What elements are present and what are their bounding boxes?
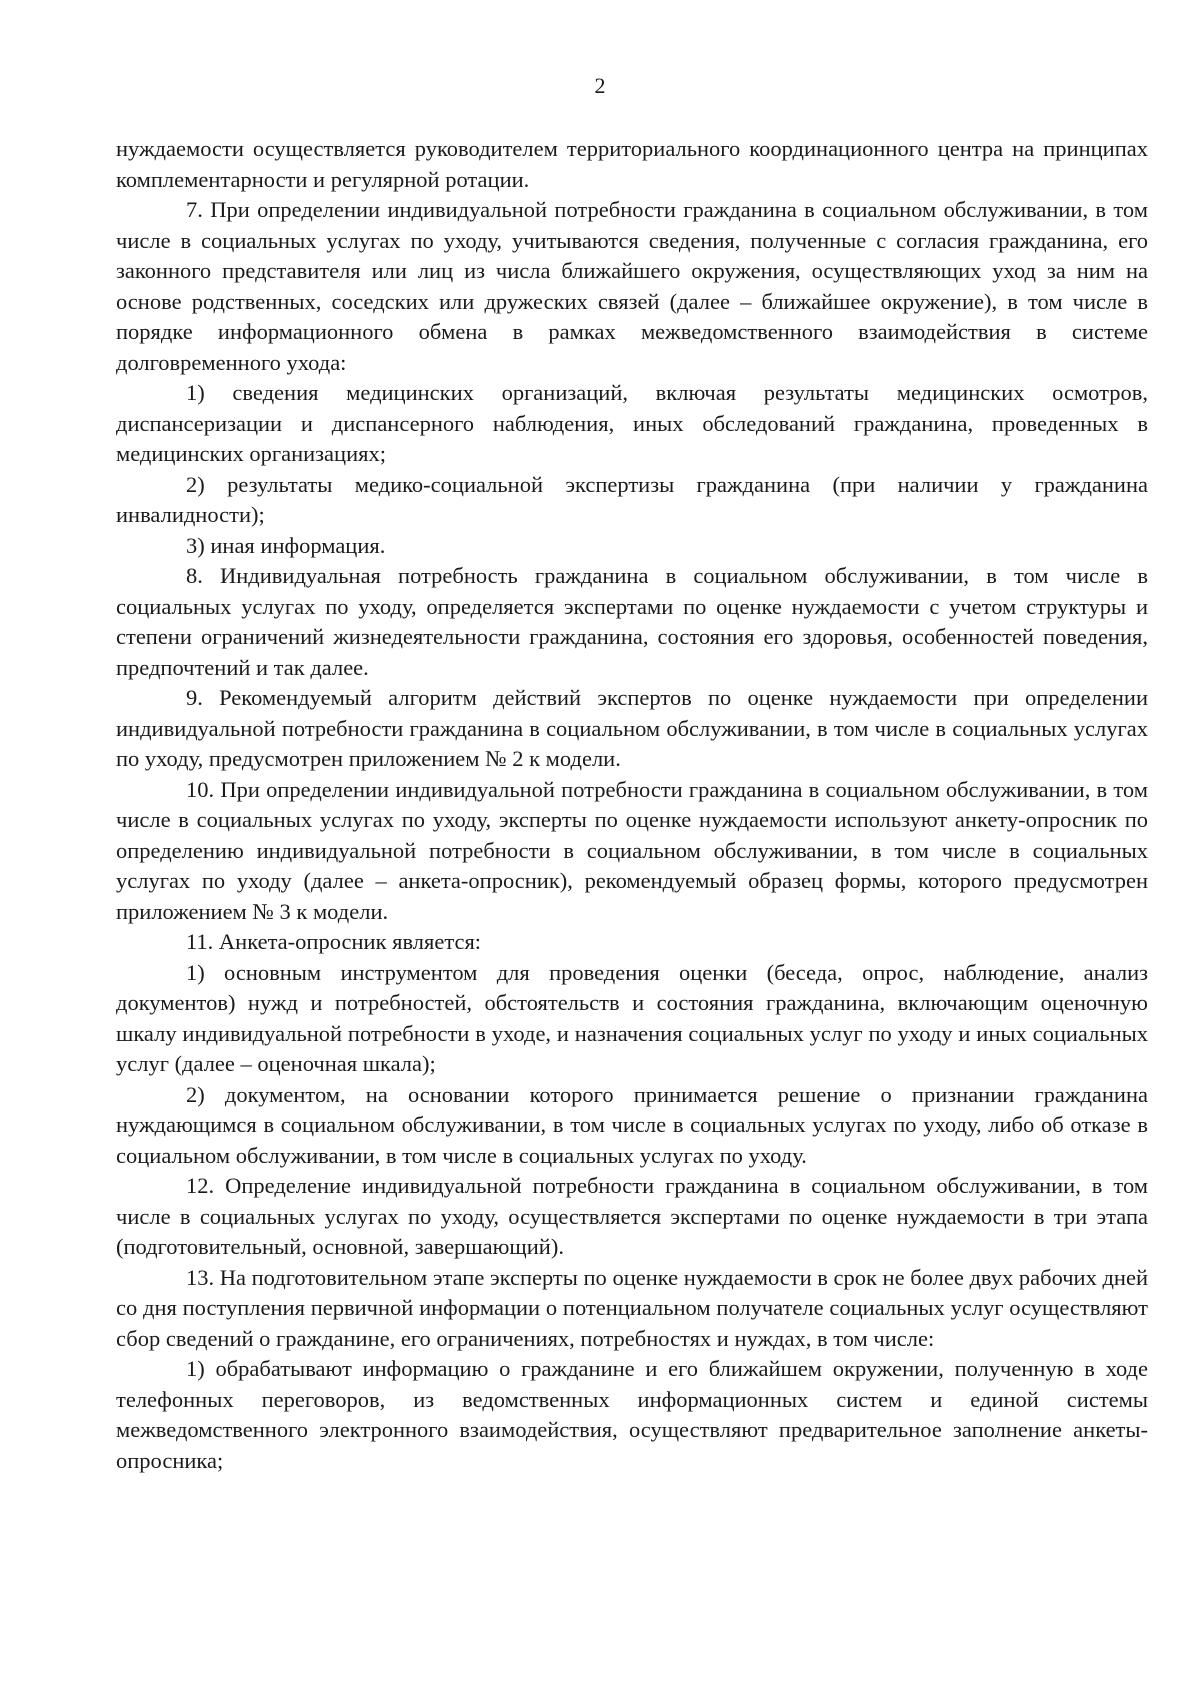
paragraph: 13. На подготовительном этапе эксперты по оценке нуждаемости в срок не более двух рабочих дней со дня поступления первичной информации о потенциальном получателе социальных услуг осуществляют сбор сведений о гражданине, его ограничениях, потребностях и нуждах, в том числе: — [116, 1264, 1148, 1351]
paragraph: 10. При определении индивидуальной потребности гражданина в социальном обслуживании, в том числе в социальных услугах по уходу, эксперты по оценке нуждаемости используют анкету-опросник по определению индивидуальной потребности в социальном обслуживании, в том числе в социальных услугах по уходу (далее – анкета-опросник), рекомендуемый образец формы, которого предусмотрен приложением № 3 к модели. — [116, 776, 1148, 924]
paragraph: 1) сведения медицинских организаций, включая результаты медицинских осмотров, диспансеризации и диспансерного наблюдения, иных обследований гражданина, проведенных в медицинских организациях; — [116, 380, 1148, 466]
document-body — [116, 134, 1148, 1476]
paragraph: 8. Индивидуальная потребность гражданина в социальном обслуживании, в том числе в социальных услугах по уходу, определяется экспертами по оценке нуждаемости с учетом структуры и степени ограничений жизнедеятельности гражданина, состояния его здоровья, особенностей поведения, предпочтений и так далее. — [116, 563, 1148, 680]
paragraph: 9. Рекомендуемый алгоритм действий экспертов по оценке нуждаемости при определении индивидуальной потребности гражданина в социальном обслуживании, в том числе в социальных услугах по уходу, предусмотрен приложением № 2 к модели. — [116, 685, 1148, 771]
paragraph: 7. При определении индивидуальной потребности гражданина в социальном обслуживании, в том числе в социальных услугах по уходу, учитываются сведения, полученные с согласия гражданина, его законного представителя или лиц из числа ближайшего окружения, осуществляющих уход за ним на основе родственных, соседских или дружеских связей (далее – ближайшее окружение), в том числе в порядке информационного обмена в рамках межведомственного взаимодействия в системе долговременного ухода: — [116, 197, 1148, 375]
paragraph: 11. Анкета-опросник является: — [186, 929, 482, 954]
paragraph: 2) документом, на основании которого принимается решение о признании гражданина нуждающимся в социальном обслуживании, в том числе в социальных услугах по уходу, либо об отказе в социальном обслуживании, в том числе в социальных услугах по уходу. — [116, 1081, 1148, 1168]
paragraph: 1) обрабатывают информацию о гражданине и его ближайшем окружении, полученную в ходе телефонных переговоров, из ведомственных информационных систем и единой системы межведомственного электронного взаимодействия, осуществляют предварительное заполнение анкеты-опросника; — [116, 1356, 1148, 1473]
paragraph: 12. Определение индивидуальной потребности гражданина в социальном обслуживании, в том числе в социальных услугах по уходу, осуществляется экспертами по оценке нуждаемости в три этапа (подготовительный, основной, завершающий). — [116, 1173, 1148, 1259]
paragraph: 1) основным инструментом для проведения оценки (беседа, опрос, наблюдение, анализ документов) нужд и потребностей, обстоятельств и состояния гражданина, включающим оценочную шкалу индивидуальной потребности в уходе, и назначения социальных услуг по уходу и иных социальных услуг (далее – оценочная шкала); — [116, 959, 1148, 1076]
paragraph: 2) результаты медико-социальной экспертизы гражданина (при наличии у гражданина инвалидности); — [116, 471, 1148, 527]
page-number: 2 — [594, 73, 606, 98]
paragraph: 3) иная информация. — [186, 532, 386, 558]
paragraph: нуждаемости осуществляется руководителем территориального координационного центра на принципах комплементарности и регулярной ротации. — [116, 136, 1148, 192]
